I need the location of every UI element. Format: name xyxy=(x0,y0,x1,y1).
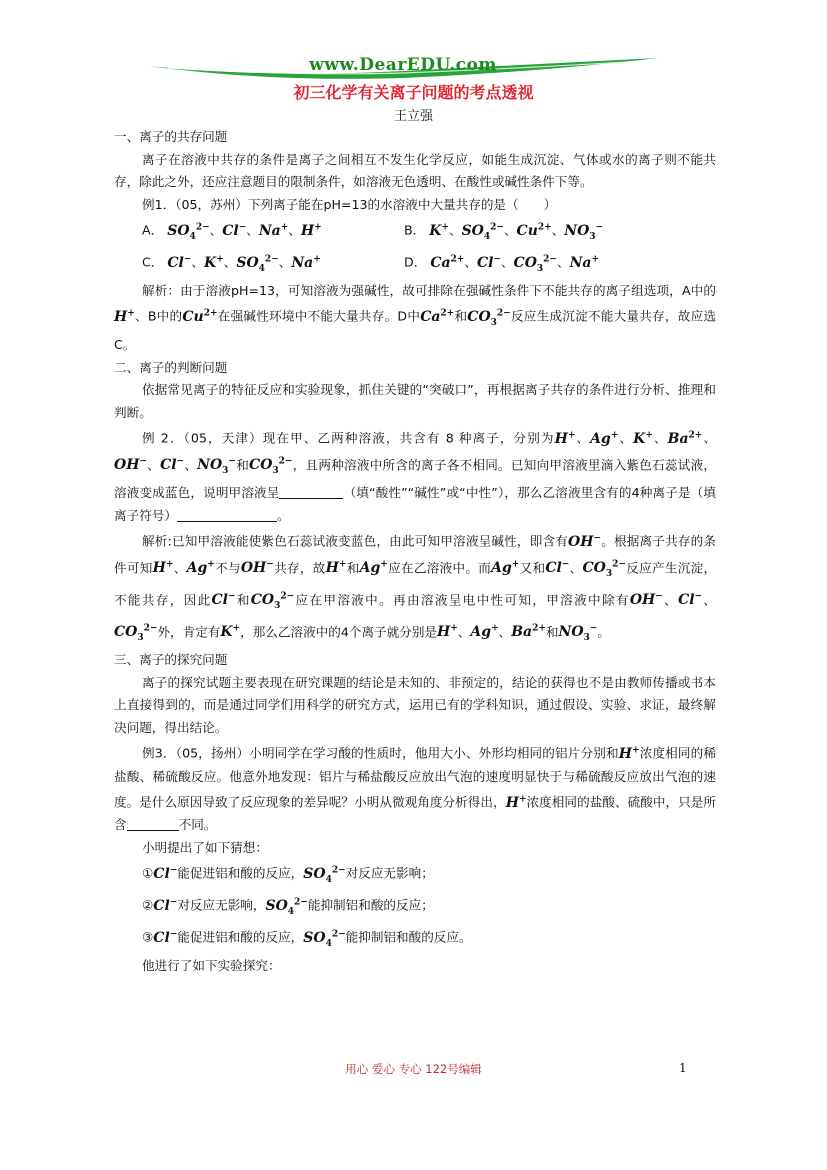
hypothesis-1: ①Cl−能促进铝和酸的反应，$SO_4^{2-}$对反应无影响； xyxy=(142,865,434,885)
answer-blank xyxy=(177,507,277,522)
page-number: 1 xyxy=(679,1061,687,1075)
question: 例1．（05，苏州）下列离子能在pH=13的水溶液中大量共存的是（ ） xyxy=(142,196,557,212)
question: 例 2．（05，天津）现在甲、乙两种溶液，共含有 8 种离子，分别为H+、Ag+、K+、$Ba^{2+}$、OH−、Cl−、$NO_3^-$和$CO_3^{2-}$，且两种溶液中所含的离子各不相同。已知向甲溶液里滴入紫色石蕊试液，溶液变成蓝色，说明甲溶液呈 （填“酸性”“碱性”或“中性”），那么乙溶液里含有的4种离子是（填离子符号） 。 xyxy=(114,430,717,523)
question: 例3．（05，扬州）小明同学在学习酸的性质时，他用大小、外形均相同的铝片分别和H+浓度相同的稀盐酸、稀硫酸反应。他意外地发现：铝片与稀盐酸反应放出气泡的速度明显快于与稀硫酸反应放出气泡的速度。是什么原因导致了反应现象的差异呢？小明从微观角度分析得出，H+浓度相同的盐酸、硫酸中，只是所含 不同。 xyxy=(114,745,717,833)
page-title: 初三化学有关离子问题的考点透视 xyxy=(293,83,534,102)
analysis: 解析:已知甲溶液能使紫色石蕊试液变蓝色，由此可知甲溶液呈碱性，即含有OH−。根据离子共存的条件可知H+、Ag+不与OH−共存，故H+和Ag+应在乙溶液中。而Ag+又和Cl−、$CO_3^{2-}$反应产生沉淀，不能共存，因此Cl−和$CO_3^{2-}$应在甲溶液中。再由溶液呈电中性可知，甲溶液中除有OH−、Cl−、$CO_3^{2-}$外，肯定有K+，那么乙溶液中的4个离子就分别是H+、Ag+、$Ba^{2+}$和$NO_3^-$。 xyxy=(114,533,717,643)
paragraph: 小明提出了如下猜想： xyxy=(142,839,268,855)
option-a: A． $SO_4^{2-}$、Cl−、Na+、H+ xyxy=(142,222,322,242)
paragraph: 离子的探究试题主要表现在研究课题的结论是未知的、非预定的，结论的获得也不是由教师传播或书本上直接得到的，而是通过同学们用科学的研究方式，运用已有的学科知识，通过假设、实验、求证，最终解决问题，得出结论。 xyxy=(114,674,716,735)
paragraph: 他进行了如下实验探究： xyxy=(142,958,281,974)
option-d: D． $Ca^{2+}$、Cl−、$CO_3^{2-}$、Na+ xyxy=(404,253,599,274)
answer-blank xyxy=(127,816,179,831)
author: 王立强 xyxy=(393,109,433,124)
section-heading: 三、离子的探究问题 xyxy=(114,652,228,668)
section-heading: 二、离子的判断问题 xyxy=(114,359,228,375)
paragraph: 离子在溶液中共存的条件是离子之间相互不发生化学反应，如能生成沉淀、气体或水的离子则不能共存，除此之外，还应注意题目的限制条件，如溶液无色透明、在酸性或碱性条件下等。 xyxy=(114,151,716,189)
paragraph: 依据常见离子的特征反应和实验现象，抓住关键的“突破口”，再根据离子共存的条件进行分析、推理和判断。 xyxy=(114,382,716,420)
options-row xyxy=(114,248,716,280)
options-row xyxy=(114,216,716,248)
logo-text: www.DearEDU.com xyxy=(309,55,497,75)
option-b: B． K+、$SO_4^{2-}$、$Cu^{2+}$、$NO_3^-$ xyxy=(404,222,604,242)
hypothesis-3: ③Cl−能促进铝和酸的反应，$SO_4^{2-}$能抑制铝和酸的反应。 xyxy=(142,929,472,949)
option-c: C． Cl−、K+、$SO_4^{2-}$、Na+ xyxy=(142,253,321,274)
article-body xyxy=(114,126,716,978)
section-heading: 一、离子的共存问题 xyxy=(114,129,228,144)
answer-blank xyxy=(279,484,343,499)
analysis: 解析：由于溶液pH=13，可知溶液为强碱性，故可排除在强碱性条件下不能共存的离子组选项，A中的H+、B中的$Cu^{2+}$在强碱性环境中不能大量共存。D中$Ca^{2+}$和$CO_3^{2-}$反应生成沉淀不能大量共存，故应选C。 xyxy=(114,282,717,353)
page-footer: 用心 爱心 专心 122号编辑 xyxy=(345,1062,482,1076)
hypothesis-2: ②Cl−对反应无影响，$SO_4^{2-}$能抑制铝和酸的反应； xyxy=(142,897,434,917)
